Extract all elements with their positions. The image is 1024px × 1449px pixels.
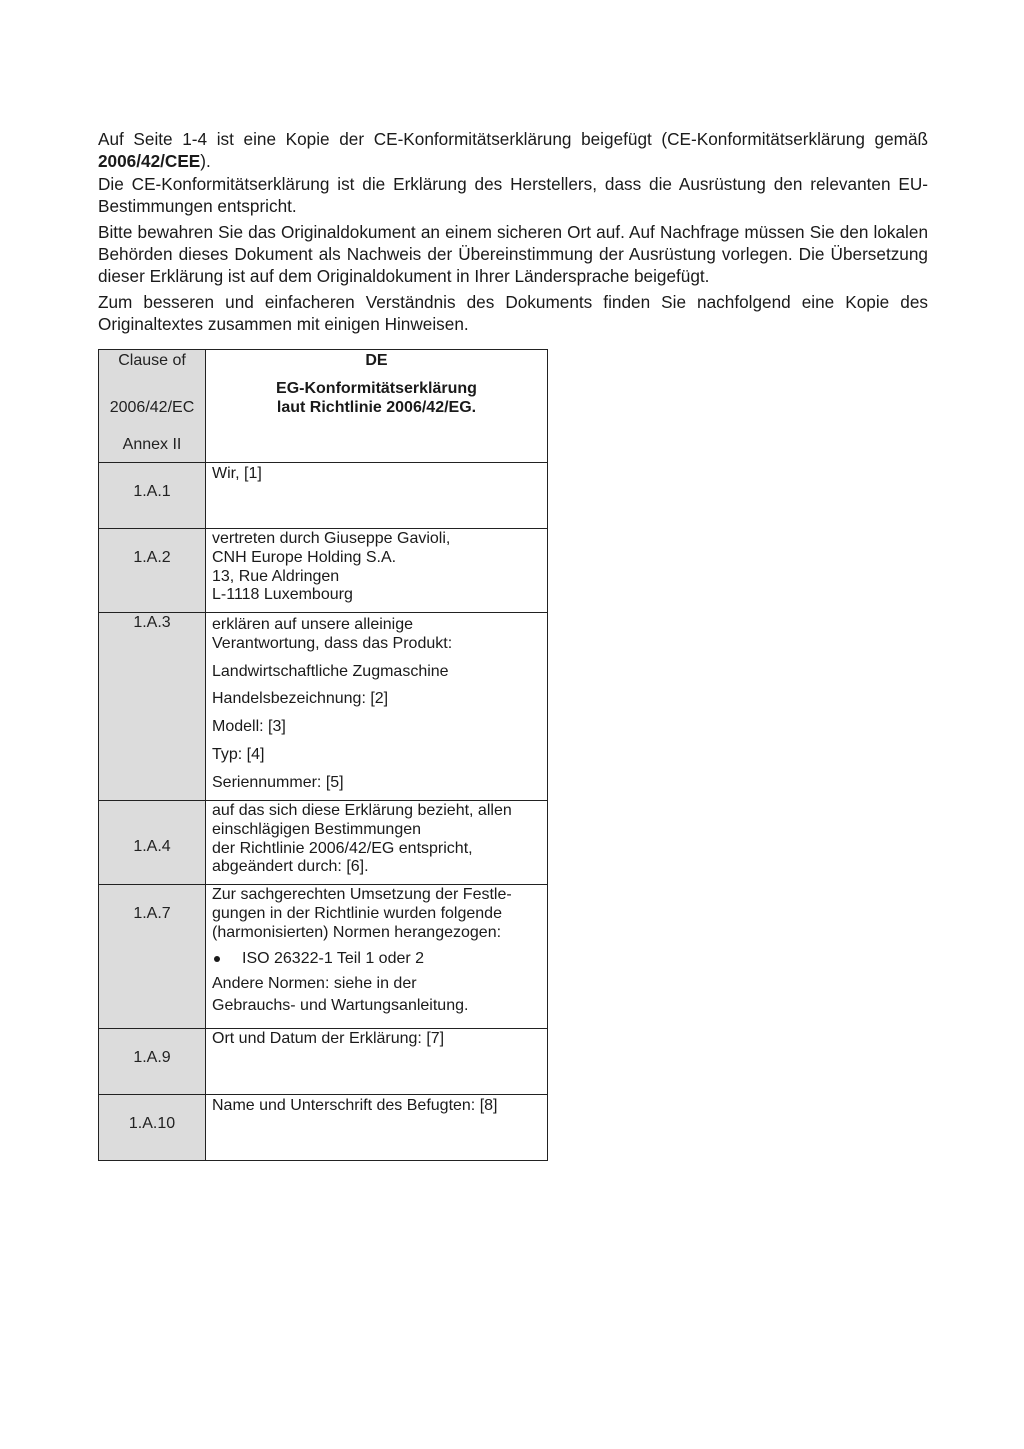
table-row bbox=[99, 884, 547, 1028]
content-line: Gebrauchs- und Wartungsanleitung. bbox=[212, 996, 469, 1014]
table-row bbox=[99, 528, 547, 612]
content-line: (harmonisierten) Normen herangezogen: bbox=[212, 923, 502, 941]
content-line: vertreten durch Giuseppe Gavioli, bbox=[212, 530, 451, 547]
content-cell bbox=[206, 463, 547, 528]
intro-paragraph-1 bbox=[98, 128, 928, 173]
clause-number: 1.A.10 bbox=[128, 1115, 176, 1132]
content-line: Verantwortung, dass das Produkt: bbox=[212, 634, 453, 652]
intro-p1-text: Auf Seite 1-4 ist eine Kopie der CE-Konformitätserklärung beigefügt (CE-Konformitätserklärung gemäß bbox=[98, 129, 928, 149]
content-line: der Richtlinie 2006/42/EG entspricht, bbox=[212, 839, 473, 857]
content-line: abgeändert durch: [6]. bbox=[212, 858, 369, 876]
declaration-title-line-2: laut Richtlinie 2006/42/EG. bbox=[276, 398, 477, 416]
content-line: Typ: [4] bbox=[212, 745, 265, 763]
content-cell bbox=[206, 613, 547, 800]
content-cell bbox=[206, 801, 547, 884]
table-row bbox=[99, 1094, 547, 1160]
content-line: gungen in der Richtlinie wurden folgende bbox=[212, 904, 502, 922]
intro-paragraph-4: Zum besseren und einfacheren Verständnis des Dokuments finden Sie nachfolgend eine Kopie des Originaltextes zusammen mit einigen Hinweisen. bbox=[98, 291, 928, 335]
content-line: Handelsbezeichnung: [2] bbox=[212, 690, 389, 708]
content-line: Wir, [1] bbox=[212, 465, 262, 482]
clause-cell bbox=[99, 529, 206, 612]
content-line: Name und Unterschrift des Befugten: [8] bbox=[212, 1097, 498, 1114]
table-header-row bbox=[99, 350, 547, 462]
table-row bbox=[99, 462, 547, 528]
standard-name: ISO 26322-1 Teil 1 oder 2 bbox=[242, 950, 425, 968]
clause-cell bbox=[99, 1029, 206, 1094]
content-line: Modell: [3] bbox=[212, 718, 286, 736]
intro-paragraph-2: Die CE-Konformitätserklärung ist die Erklärung des Herstellers, dass die Ausrüstung den relevanten EU-Bestimmungen entspricht. bbox=[98, 173, 928, 217]
clause-number: 1.A.3 bbox=[133, 614, 171, 631]
clause-header-line-3: Annex II bbox=[122, 436, 182, 453]
clause-cell bbox=[99, 885, 206, 1028]
table-row bbox=[99, 800, 547, 884]
content-cell bbox=[206, 885, 547, 1028]
language-code: DE bbox=[365, 352, 388, 369]
title-header-cell bbox=[206, 350, 547, 462]
directive-number-bold: 2006/42/CEE bbox=[98, 151, 201, 172]
clause-number: 1.A.9 bbox=[133, 1049, 171, 1066]
clause-header-line-2: 2006/42/EC bbox=[109, 399, 195, 416]
content-line: Landwirtschaftliche Zugmaschine bbox=[212, 662, 449, 680]
bullet-icon bbox=[214, 956, 220, 962]
clause-cell bbox=[99, 1095, 206, 1160]
content-line: Ort und Datum der Erklärung: [7] bbox=[212, 1030, 445, 1047]
content-line: Andere Normen: siehe in der bbox=[212, 975, 417, 993]
table-row bbox=[99, 612, 547, 800]
clause-header-line-1: Clause of bbox=[118, 352, 186, 369]
content-cell bbox=[206, 1095, 547, 1160]
declaration-title-line-1: EG-Konformitätserklärung bbox=[276, 379, 477, 397]
clause-number: 1.A.4 bbox=[133, 838, 171, 855]
declaration-table bbox=[98, 349, 548, 1161]
clause-cell bbox=[99, 463, 206, 528]
content-line: Zur sachgerechten Umsetzung der Festle- bbox=[212, 886, 512, 903]
content-line: Seriennummer: [5] bbox=[212, 773, 344, 791]
content-line: auf das sich diese Erklärung bezieht, allen bbox=[212, 802, 512, 819]
content-line: L-1118 Luxembourg bbox=[212, 586, 353, 604]
content-line: CNH Europe Holding S.A. bbox=[212, 548, 397, 566]
content-line: 13, Rue Aldringen bbox=[212, 567, 340, 585]
clause-number: 1.A.2 bbox=[133, 549, 171, 566]
content-cell bbox=[206, 529, 547, 612]
content-line: erklären auf unsere alleinige bbox=[212, 616, 414, 633]
clause-number: 1.A.1 bbox=[133, 483, 171, 500]
intro-text bbox=[98, 128, 928, 339]
standard-list-item bbox=[212, 950, 547, 969]
intro-paragraph-3: Bitte bewahren Sie das Originaldokument an einem sicheren Ort auf. Auf Nachfrage müssen Sie den lokalen Behörden dieses Dokument als Nachweis der Übereinstimmung der Ausrüstung vorlegen. Die Übersetzung dieser Erklärung ist auf dem Originaldokument in Ihrer Ländersprache beigefügt. bbox=[98, 221, 928, 287]
clause-header-cell bbox=[99, 350, 206, 462]
clause-number: 1.A.7 bbox=[133, 905, 171, 922]
clause-cell bbox=[99, 613, 206, 800]
table-row bbox=[99, 1028, 547, 1094]
intro-p1-end: ). bbox=[200, 151, 211, 172]
clause-cell bbox=[99, 801, 206, 884]
content-cell bbox=[206, 1029, 547, 1094]
content-line: einschlägigen Bestimmungen bbox=[212, 820, 422, 838]
